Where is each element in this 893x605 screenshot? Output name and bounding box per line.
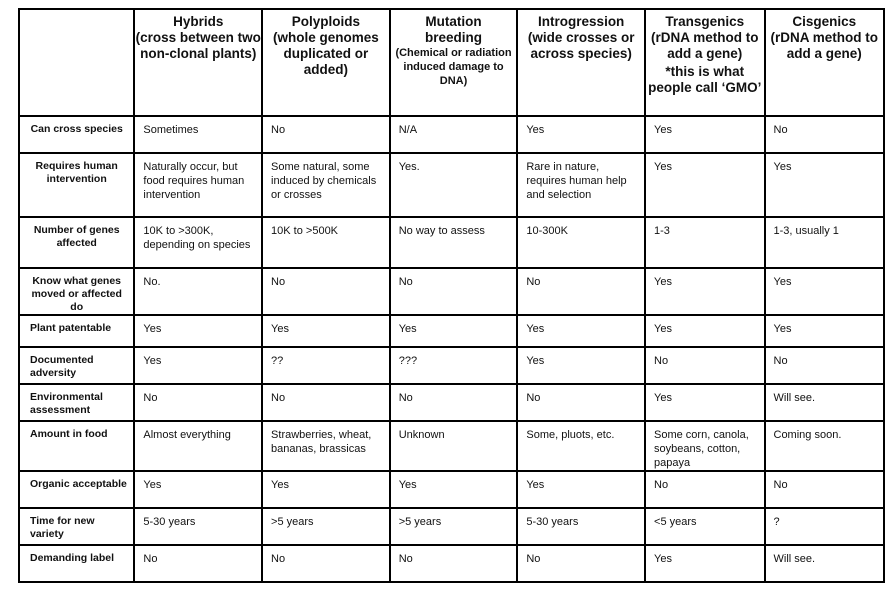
table-cell: Yes. bbox=[390, 153, 518, 217]
column-title: Mutation breeding bbox=[425, 14, 483, 45]
table-cell: No bbox=[134, 384, 262, 421]
table-cell: Strawberries, wheat, bananas, brassicas bbox=[262, 421, 390, 471]
table-row bbox=[19, 545, 884, 582]
comparison-table-wrapper bbox=[18, 8, 885, 583]
table-cell: No bbox=[645, 471, 764, 508]
table-cell: Coming soon. bbox=[765, 421, 885, 471]
table-row bbox=[19, 421, 884, 471]
table-cell: 1-3, usually 1 bbox=[765, 217, 885, 268]
table-cell: Yes bbox=[645, 315, 764, 347]
table-cell: No bbox=[765, 471, 885, 508]
row-label: Time for new variety bbox=[19, 508, 134, 545]
table-cell: Yes bbox=[765, 153, 885, 217]
corner-cell bbox=[19, 9, 134, 116]
table-cell: Almost everything bbox=[134, 421, 262, 471]
table-row bbox=[19, 217, 884, 268]
table-cell: No bbox=[390, 384, 518, 421]
table-cell: Yes bbox=[517, 315, 645, 347]
row-label: Know what genes moved or affected do bbox=[19, 268, 134, 315]
table-cell: N/A bbox=[390, 116, 518, 153]
table-row bbox=[19, 384, 884, 421]
column-header-hybrids bbox=[134, 9, 262, 116]
table-cell: Some natural, some induced by chemicals or crosses bbox=[262, 153, 390, 217]
table-cell: No bbox=[262, 384, 390, 421]
header-row bbox=[19, 9, 884, 116]
table-row bbox=[19, 268, 884, 315]
table-row bbox=[19, 471, 884, 508]
column-subtitle-small: (Chemical or radiation induced damage to DNA) bbox=[395, 47, 512, 87]
column-header-transgenics bbox=[645, 9, 764, 116]
column-header-cisgenics bbox=[765, 9, 885, 116]
table-cell: Yes bbox=[645, 153, 764, 217]
table-cell: Yes bbox=[765, 315, 885, 347]
table-cell: ?? bbox=[262, 347, 390, 384]
column-header-polyploids bbox=[262, 9, 390, 116]
table-cell: 1-3 bbox=[645, 217, 764, 268]
table-row bbox=[19, 116, 884, 153]
table-cell: Rare in nature, requires human help and selection bbox=[517, 153, 645, 217]
column-subtitle: (whole genomes duplicated or added) bbox=[272, 30, 379, 77]
column-subtitle: (rDNA method to add a gene) bbox=[770, 30, 878, 61]
table-cell: Yes bbox=[134, 471, 262, 508]
table-row bbox=[19, 315, 884, 347]
table-cell: No bbox=[517, 384, 645, 421]
table-cell: Will see. bbox=[765, 545, 885, 582]
table-cell: Yes bbox=[134, 347, 262, 384]
table-cell: Yes bbox=[645, 384, 764, 421]
table-cell: >5 years bbox=[390, 508, 518, 545]
table-cell: Unknown bbox=[390, 421, 518, 471]
table-row bbox=[19, 153, 884, 217]
column-title: Introgression bbox=[538, 14, 625, 29]
breeding-methods-comparison-table bbox=[18, 8, 885, 583]
row-label: Amount in food bbox=[19, 421, 134, 471]
row-label: Can cross species bbox=[19, 116, 134, 153]
table-cell: No bbox=[645, 347, 764, 384]
column-title: Hybrids bbox=[173, 14, 224, 29]
table-cell: Yes bbox=[262, 471, 390, 508]
table-cell: 10K to >300K, depending on species bbox=[134, 217, 262, 268]
column-subtitle: (cross between two non-clonal plants) bbox=[135, 30, 261, 61]
table-row bbox=[19, 508, 884, 545]
table-cell: No way to assess bbox=[390, 217, 518, 268]
column-title: Transgenics bbox=[665, 14, 745, 29]
table-cell: No bbox=[517, 268, 645, 315]
row-label: Plant patentable bbox=[19, 315, 134, 347]
table-cell: <5 years bbox=[645, 508, 764, 545]
table-cell: Yes bbox=[645, 116, 764, 153]
table-cell: >5 years bbox=[262, 508, 390, 545]
table-cell: Yes bbox=[134, 315, 262, 347]
row-label: Number of genes affected bbox=[19, 217, 134, 268]
row-label: Documented adversity bbox=[19, 347, 134, 384]
column-header-introgression bbox=[517, 9, 645, 116]
table-cell: Sometimes bbox=[134, 116, 262, 153]
table-cell: No bbox=[765, 116, 885, 153]
table-cell: Some corn, canola, soybeans, cotton, papaya bbox=[645, 421, 764, 471]
column-title: Cisgenics bbox=[792, 14, 857, 29]
table-cell: Yes bbox=[517, 116, 645, 153]
row-label: Demanding label bbox=[19, 545, 134, 582]
table-cell: Yes bbox=[390, 471, 518, 508]
column-subtitle: (rDNA method to add a gene) bbox=[651, 30, 759, 61]
table-cell: No bbox=[262, 545, 390, 582]
table-cell: 10-300K bbox=[517, 217, 645, 268]
table-cell: No bbox=[765, 347, 885, 384]
table-cell: Yes bbox=[262, 315, 390, 347]
table-cell: 5-30 years bbox=[134, 508, 262, 545]
table-cell: No. bbox=[134, 268, 262, 315]
table-cell: No bbox=[390, 268, 518, 315]
row-label: Environmental assessment bbox=[19, 384, 134, 421]
column-note: *this is what people call ‘GMO’ bbox=[648, 64, 762, 95]
table-cell: No bbox=[134, 545, 262, 582]
table-cell: Yes bbox=[765, 268, 885, 315]
table-cell: Naturally occur, but food requires human intervention bbox=[134, 153, 262, 217]
table-cell: No bbox=[517, 545, 645, 582]
table-cell: Yes bbox=[517, 471, 645, 508]
table-cell: Yes bbox=[645, 268, 764, 315]
table-row bbox=[19, 347, 884, 384]
column-title: Polyploids bbox=[291, 14, 360, 29]
table-cell: ??? bbox=[390, 347, 518, 384]
table-cell: 5-30 years bbox=[517, 508, 645, 545]
table-cell: No bbox=[390, 545, 518, 582]
table-cell: Yes bbox=[390, 315, 518, 347]
table-cell: Yes bbox=[645, 545, 764, 582]
table-cell: Some, pluots, etc. bbox=[517, 421, 645, 471]
table-cell: ? bbox=[765, 508, 885, 545]
table-cell: Will see. bbox=[765, 384, 885, 421]
table-cell: No bbox=[262, 268, 390, 315]
column-header-mutation-breeding bbox=[390, 9, 518, 116]
column-subtitle: (wide crosses or across species) bbox=[527, 30, 635, 61]
table-cell: No bbox=[262, 116, 390, 153]
row-label: Organic acceptable bbox=[19, 471, 134, 508]
row-label: Requires human intervention bbox=[19, 153, 134, 217]
table-cell: 10K to >500K bbox=[262, 217, 390, 268]
table-cell: Yes bbox=[517, 347, 645, 384]
